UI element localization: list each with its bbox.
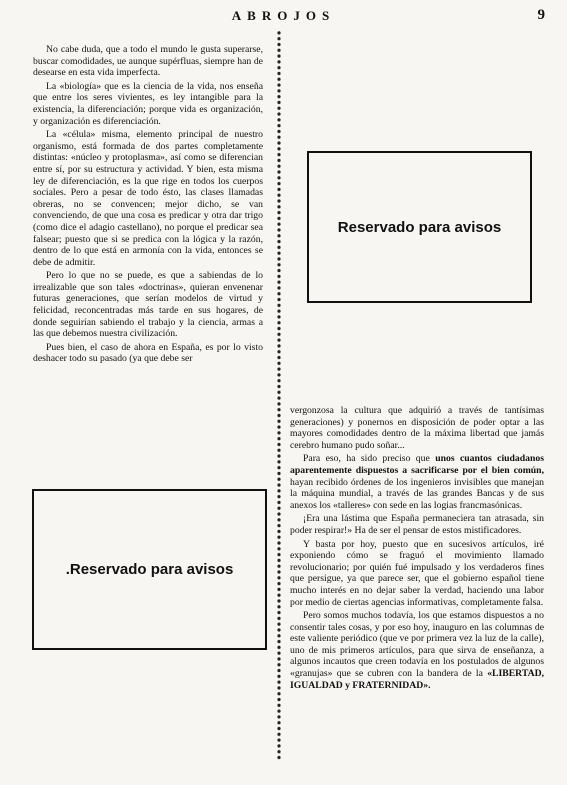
bold-text-run: «LIBERTAD, IGUALDAD y FRATERNIDAD».	[290, 668, 544, 691]
ad-placeholder-label: .Reservado para avisos	[65, 561, 234, 578]
dotted-column-divider	[275, 30, 283, 760]
left-article-column	[33, 44, 263, 367]
article-paragraph: La «biología» que es la ciencia de la vida, nos enseña que entre los seres vivientes, es ley intangible para la existencia, la diferenciación; porque vida es organización, y organización es diferenciación.	[33, 80, 263, 127]
ad-placeholder-top	[307, 151, 532, 303]
text-run: Para eso, ha sido preciso que	[303, 453, 436, 465]
right-article-column	[290, 405, 544, 693]
article-paragraph	[290, 453, 544, 511]
ad-placeholder-label: Reservado para avisos	[337, 218, 502, 236]
bold-text-run: unos cuantos ciudadanos aparentemente dispuestos a sacrificarse por el bien común,	[290, 453, 544, 476]
article-paragraph: Pero lo que no se puede, es que a sabiendas de lo irrealizable que son tales «doctrinas», quieran envenenar futuras generaciones, que serían modelos de virtud y felicidad, reconcentradas más tarde en sus hogares, de donde seguirían sabiendo el trabajo y la ciencia, armas a las que debemos nuestra civilización.	[33, 270, 263, 340]
article-paragraph	[290, 610, 544, 691]
ad-placeholder-bottom	[32, 489, 267, 650]
page-header-title: ABROJOS	[231, 8, 336, 23]
page-number: 9	[537, 7, 545, 23]
article-paragraph: Pues bien, el caso de ahora en España, es por lo visto deshacer todo su pasado (ya que debe ser	[33, 341, 263, 365]
article-paragraph: vergonzosa la cultura que adquirió a través de tantísimas generaciones) y ponernos en disposición de poder optar a las mayores comodidades dentro de la máxima libertad que jamás cerebro humano pudo soñar...	[290, 405, 544, 451]
article-paragraph: ¡Era una lástima que España permaneciera tan atrasada, sin poder respirar!» Ha de ser el pensar de estos mistificadores.	[290, 513, 544, 536]
article-paragraph: Y basta por hoy, puesto que en sucesivos artículos, iré exponiendo cómo se fraguó el movimiento llamado revolucionario; por quién fué impulsado y los verdaderos fines que persigue, ya que parece ser, que el gobierno español tiene mucho interés en no dejar saber la verdad, haciendo una labor por medio de ciertas agencias informativas, completamente falsa.	[290, 538, 544, 608]
article-paragraph: La «célula» misma, elemento principal de nuestro organismo, está formada de dos partes completamente distintas: «núcleo y protoplasma», así como se diferencian entre sí, por su estructura y actividad. Y bien, esta misma ley de diferenciación, es la que rige en todos los cuerpos sociales. Pero a pesar de todo ésto, las clases llamadas obreras, no se convencen; mejor dicho, se van convenciendo, de que una cosa es predicar y otra dar trigo (como dice el adagio castellano), no porque el predicar sea falsear; puesto que si se predica con la lógica y la razón, dentro de lo que está en armonía con la vida, entonces se debe de admitir.	[33, 129, 263, 268]
text-run: Pero somos muchos todavía, los que estamos dispuestos a no consentir tales cosas, y por eso hoy, inauguro en las columnas de este valiente periódico (que ve por primera vez la luz de la calle), uno de mis primeros artículos, para que sirva de enseñanza, a algunos incautos que creen todavía en los postulados de algunos «granujas» que se cubren con la bandera de la	[290, 610, 544, 680]
text-run: hayan recibido órdenes de los ingenieros invisibles que manejan la máquina mundial, a través de las grandes Bancas y de sus anexos los «talleres» con sede en las logias francmasónicas.	[290, 476, 544, 511]
article-paragraph: No cabe duda, que a todo el mundo le gusta superarse, buscar comodidades, ue aunque supérfluas, siempre han de desearse en esta vida imperfecta.	[33, 44, 263, 79]
